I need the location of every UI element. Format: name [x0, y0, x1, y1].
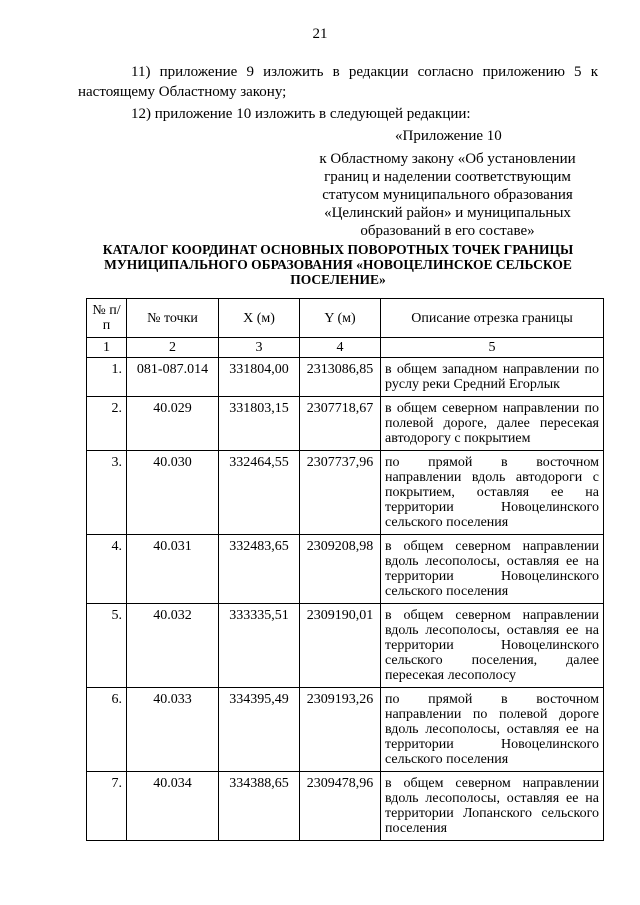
row-x: 331804,00 — [219, 358, 300, 397]
row-point: 40.030 — [127, 451, 219, 535]
row-y: 2309190,01 — [300, 604, 381, 688]
table-row — [87, 358, 604, 397]
table-row — [87, 451, 604, 535]
row-y: 2309193,26 — [300, 688, 381, 772]
row-y: 2307718,67 — [300, 397, 381, 451]
row-y: 2313086,85 — [300, 358, 381, 397]
row-description: в общем северном направлении по полевой дороге, далее пересекая автодорогу с покрытием — [381, 397, 604, 451]
page-number: 21 — [312, 26, 328, 42]
row-point: 40.032 — [127, 604, 219, 688]
row-point: 40.033 — [127, 688, 219, 772]
column-number: 5 — [381, 338, 604, 358]
column-number: 4 — [300, 338, 381, 358]
row-index: 7. — [87, 772, 127, 841]
table-row — [87, 772, 604, 841]
table-header-row — [87, 299, 604, 338]
row-x: 333335,51 — [219, 604, 300, 688]
row-x: 334395,49 — [219, 688, 300, 772]
table-row — [87, 535, 604, 604]
paragraph-12: 12) приложение 10 изложить в следующей редакции: — [131, 106, 471, 122]
header-description: Описание отрезка границы — [381, 299, 604, 338]
row-x: 332483,65 — [219, 535, 300, 604]
row-description: в общем западном направлении по руслу реки Средний Егорлык — [381, 358, 604, 397]
row-y: 2309478,96 — [300, 772, 381, 841]
row-description: по прямой в восточном направлении по полевой дороге вдоль лесополосы, оставляя ее на территории Новоцелинского сельского поселения — [381, 688, 604, 772]
row-point: 081-087.014 — [127, 358, 219, 397]
row-y: 2309208,98 — [300, 535, 381, 604]
header-y: Y (м) — [300, 299, 381, 338]
row-point: 40.031 — [127, 535, 219, 604]
row-index: 5. — [87, 604, 127, 688]
row-description: по прямой в восточном направлении вдоль автодороги с покрытием, оставляя ее на территории Новоцелинского сельского поселения — [381, 451, 604, 535]
catalog-title: КАТАЛОГ КООРДИНАТ ОСНОВНЫХ ПОВОРОТНЫХ ТОЧЕК ГРАНИЦЫ МУНИЦИПАЛЬНОГО ОБРАЗОВАНИЯ «НОВОЦЕЛИНСКОЕ СЕЛЬСКОЕ ПОСЕЛЕНИЕ» — [102, 242, 574, 287]
paragraph-11: 11) приложение 9 изложить в редакции согласно приложению 5 к настоящему Областному закону; — [78, 64, 598, 100]
row-description: в общем северном направлении вдоль лесополосы, оставляя ее на территории Лопанского сельского поселения — [381, 772, 604, 841]
appendix-title: «Приложение 10 — [395, 128, 502, 144]
column-number: 3 — [219, 338, 300, 358]
row-index: 2. — [87, 397, 127, 451]
row-x: 331803,15 — [219, 397, 300, 451]
table-row — [87, 688, 604, 772]
table-row — [87, 604, 604, 688]
row-y: 2307737,96 — [300, 451, 381, 535]
appendix-subtitle: к Областному закону «Об установлении границ и наделении соответствующим статусом муниципального образования «Целинский район» и муниципальных образований в его составе» — [319, 151, 576, 239]
table-row — [87, 397, 604, 451]
header-x: X (м) — [219, 299, 300, 338]
coordinates-table — [86, 298, 604, 841]
header-point: № точки — [127, 299, 219, 338]
row-index: 1. — [87, 358, 127, 397]
row-index: 4. — [87, 535, 127, 604]
row-point: 40.034 — [127, 772, 219, 841]
row-index: 3. — [87, 451, 127, 535]
row-index: 6. — [87, 688, 127, 772]
row-x: 334388,65 — [219, 772, 300, 841]
column-number: 2 — [127, 338, 219, 358]
row-description: в общем северном направлении вдоль лесополосы, оставляя ее на территории Новоцелинского сельского поселения, далее пересекая лесополосу — [381, 604, 604, 688]
row-point: 40.029 — [127, 397, 219, 451]
header-index: № п/п — [87, 299, 127, 338]
column-number: 1 — [87, 338, 127, 358]
column-number-row — [87, 338, 604, 358]
row-x: 332464,55 — [219, 451, 300, 535]
row-description: в общем северном направлении вдоль лесополосы, оставляя ее на территории Новоцелинского сельского поселения — [381, 535, 604, 604]
